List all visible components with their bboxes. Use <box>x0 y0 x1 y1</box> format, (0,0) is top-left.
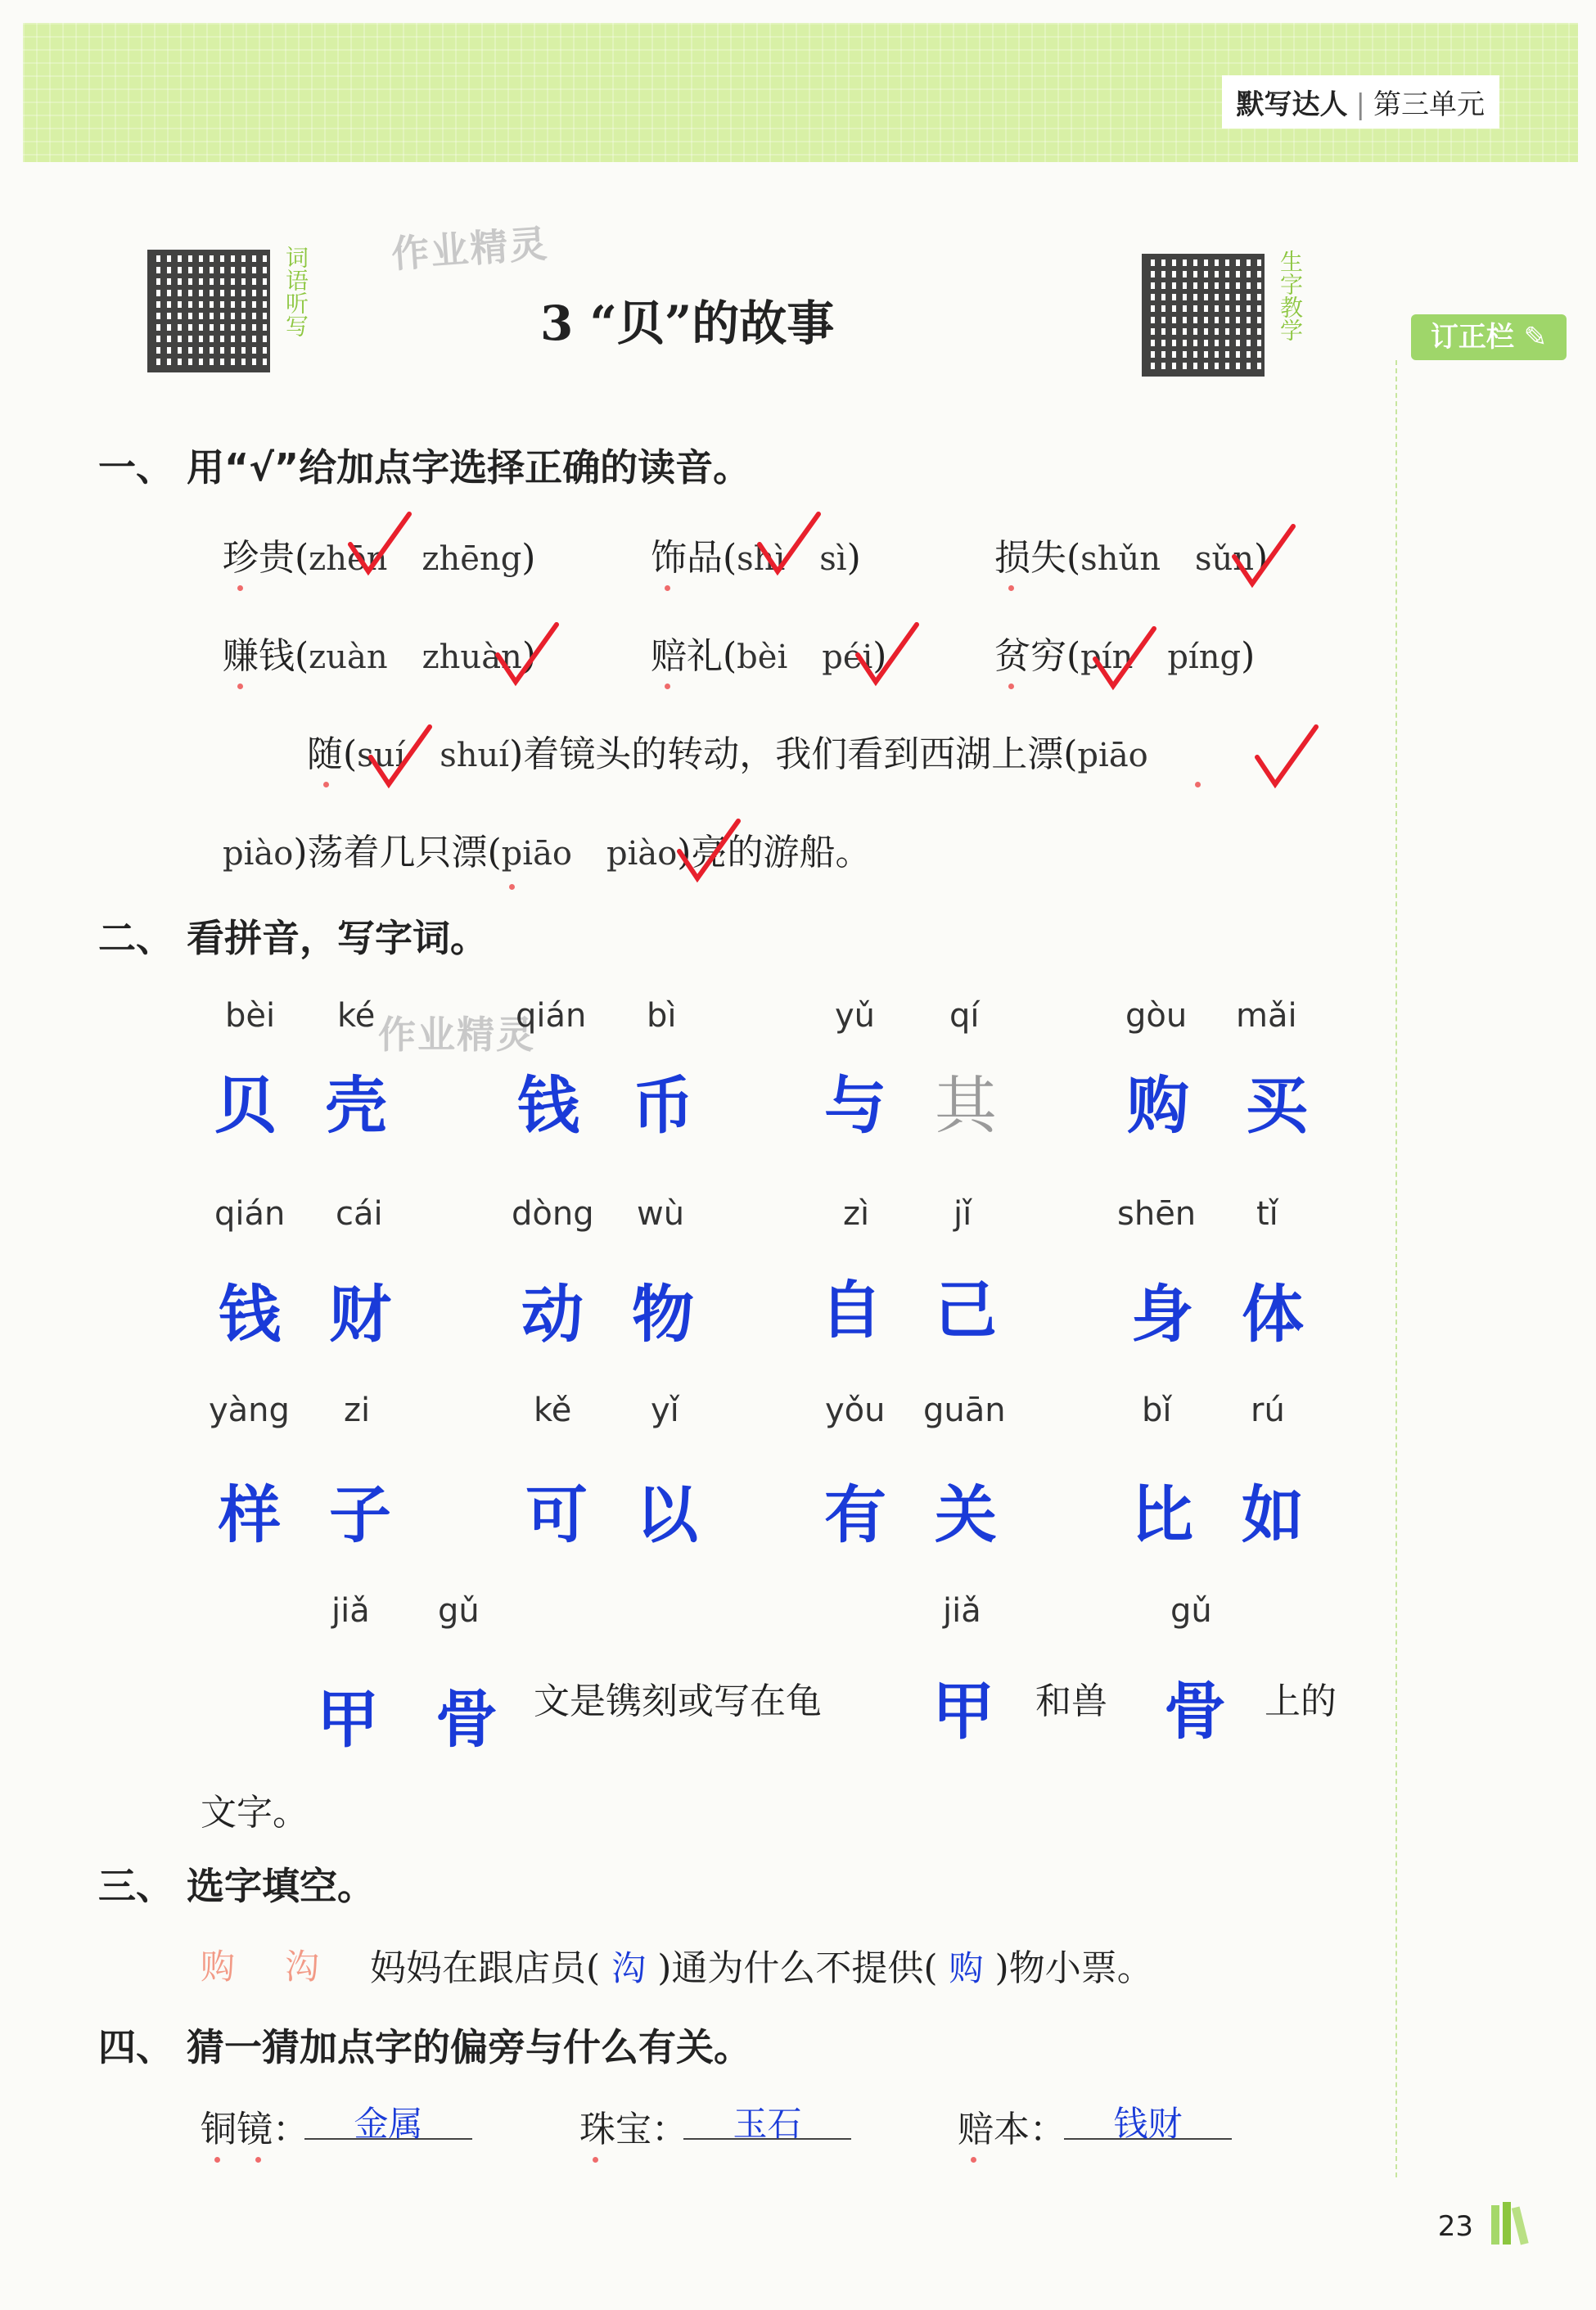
handwritten-answer: 骨 <box>1164 1675 1226 1748</box>
lesson-title: 3 “贝”的故事 <box>540 296 835 351</box>
handwritten-answer: 体 <box>1242 1278 1304 1351</box>
pinyin: bǐ <box>1142 1392 1172 1429</box>
s4-word: 珠宝： <box>579 2109 688 2150</box>
pinyin: yàng <box>209 1392 290 1429</box>
handwritten-answer: 物 <box>632 1278 694 1351</box>
section3-sentence: 妈妈在跟店员( 沟 )通为什么不提供( 购 )物小票。 <box>370 1947 1153 1989</box>
choice-option: 购 <box>201 1947 236 1987</box>
pinyin: bì <box>647 997 677 1035</box>
emphasis-dot <box>214 2157 220 2163</box>
handwritten-answer: 身 <box>1131 1278 1193 1351</box>
section2-heading: 二、 看拼音，写字词。 <box>98 916 489 960</box>
pinyin: guān <box>923 1392 1006 1429</box>
s1-item-2: 饰品(shì sì) <box>651 537 861 579</box>
pinyin: bèi <box>225 997 276 1035</box>
fill-answer: 购 <box>949 1948 984 1988</box>
emphasis-dot <box>509 884 515 890</box>
pinyin: qián <box>516 997 587 1035</box>
pinyin: yǔ <box>835 997 876 1035</box>
qr-code-left[interactable] <box>147 250 270 372</box>
handwritten-answer: 有 <box>824 1478 886 1551</box>
emphasis-dot <box>593 2157 598 2163</box>
handwritten-answer: 比 <box>1131 1478 1193 1551</box>
correction-column-label: 订正栏 ✎ <box>1411 314 1567 360</box>
emphasis-dot <box>1008 585 1014 591</box>
watermark-top: 作业精灵 <box>390 221 550 277</box>
handwritten-answer: 与 <box>824 1069 886 1142</box>
pinyin: yǐ <box>651 1392 679 1429</box>
s1-sentence-line2: piào)荡着几只漂(piāo piào)亮的游船。 <box>223 832 872 873</box>
page-number: 23 <box>1437 2210 1473 2243</box>
pinyin: ké <box>337 997 376 1035</box>
s1-item-5: 赔礼(bèi péi) <box>651 635 887 677</box>
s4-answer-line: 金属 <box>304 2097 472 2140</box>
pinyin: mǎi <box>1236 997 1297 1035</box>
check-mark-icon <box>753 508 827 581</box>
pinyin: gǔ <box>1170 1592 1212 1630</box>
correction-divider <box>1395 360 1397 2177</box>
pinyin: kě <box>534 1392 572 1429</box>
pinyin: rú <box>1251 1392 1285 1429</box>
fill-answer: 沟 <box>611 1948 647 1988</box>
emphasis-dot <box>255 2157 261 2163</box>
emphasis-dot <box>1195 782 1201 787</box>
handwritten-answer: 甲 <box>932 1675 994 1748</box>
sentence-text: 文是镌刻或写在龟 <box>534 1681 822 1722</box>
handwritten-answer: 骨 <box>435 1683 498 1756</box>
s4-answer-line: 钱财 <box>1064 2097 1232 2140</box>
pinyin: dòng <box>512 1195 594 1233</box>
handwritten-answer: 壳 <box>325 1069 387 1142</box>
check-mark-icon <box>1251 720 1324 794</box>
emphasis-dot <box>237 684 243 689</box>
s1-item-1: 珍贵(zhēn zhēng) <box>223 537 536 579</box>
unit-name: 第三单元 <box>1373 88 1485 121</box>
section4-heading: 四、 猜一猜加点字的偏旁与什么有关。 <box>98 2025 752 2069</box>
emphasis-dot <box>665 684 670 689</box>
emphasis-dot <box>665 585 670 591</box>
pinyin: shēn <box>1117 1195 1197 1233</box>
watermark-mid: 作业精灵 <box>378 1013 535 1057</box>
emphasis-dot <box>1008 684 1014 689</box>
pinyin: jiǎ <box>331 1592 370 1630</box>
handwritten-answer: 币 <box>632 1069 694 1142</box>
handwritten-answer: 以 <box>636 1478 698 1551</box>
handwritten-answer: 己 <box>935 1274 997 1347</box>
emphasis-dot <box>237 585 243 591</box>
handwritten-answer: 财 <box>329 1278 391 1351</box>
book-name: 默写达人 <box>1236 88 1348 121</box>
header-tag: 默写达人 | 第三单元 <box>1222 75 1499 129</box>
pinyin: zi <box>344 1392 371 1429</box>
check-mark-icon <box>673 814 746 888</box>
handwritten-answer: 动 <box>521 1278 584 1351</box>
handwritten-answer: 样 <box>219 1478 281 1551</box>
books-icon <box>1490 2200 1547 2246</box>
handwritten-answer: 子 <box>329 1478 391 1551</box>
handwritten-answer: 买 <box>1246 1069 1308 1142</box>
printed-answer: 其 <box>935 1069 997 1142</box>
pinyin: wù <box>637 1195 685 1233</box>
qr-left-label: 词语听写 <box>282 246 309 337</box>
qr-code-right[interactable] <box>1142 254 1265 377</box>
pinyin: cái <box>336 1195 383 1233</box>
emphasis-dot <box>323 782 329 787</box>
pinyin: gòu <box>1125 997 1188 1035</box>
qr-right-label: 生字教学 <box>1277 250 1304 341</box>
handwritten-answer: 可 <box>525 1478 588 1551</box>
section3-heading: 三、 选字填空。 <box>98 1864 376 1908</box>
sentence-text: 文字。 <box>201 1792 309 1834</box>
pinyin: tǐ <box>1256 1195 1278 1233</box>
check-mark-icon <box>1228 520 1301 593</box>
pinyin: jiǎ <box>943 1592 981 1630</box>
handwritten-answer: 钱 <box>517 1069 579 1142</box>
s4-word: 铜镜： <box>201 2109 309 2150</box>
pinyin: qián <box>214 1195 286 1233</box>
s1-item-6: 贫穷(pín píng) <box>994 635 1256 677</box>
emphasis-dot <box>971 2157 976 2163</box>
s1-item-3: 损失(shǔn sǔn) <box>994 537 1269 579</box>
pinyin: jǐ <box>954 1195 972 1233</box>
handwritten-answer: 关 <box>935 1478 997 1551</box>
s4-word: 赔本： <box>958 2109 1066 2150</box>
pinyin: qí <box>949 997 980 1035</box>
handwritten-answer: 甲 <box>317 1683 379 1756</box>
handwritten-answer: 贝 <box>214 1069 277 1142</box>
check-mark-icon <box>1089 622 1162 696</box>
check-mark-icon <box>344 508 417 581</box>
check-mark-icon <box>491 618 565 692</box>
check-mark-icon <box>364 720 438 794</box>
section1-heading: 一、 用“√”给加点字选择正确的读音。 <box>98 445 751 490</box>
pinyin: zì <box>843 1195 870 1233</box>
sentence-text: 上的 <box>1265 1681 1337 1722</box>
handwritten-answer: 钱 <box>219 1278 281 1351</box>
check-mark-icon <box>851 618 925 692</box>
s1-sentence-line1: 随(suí shuí)着镜头的转动，我们看到西湖上漂(piāo <box>307 733 1148 775</box>
pinyin: yǒu <box>825 1392 886 1429</box>
pinyin: gǔ <box>438 1592 480 1630</box>
s4-answer-line: 玉石 <box>683 2097 851 2140</box>
handwritten-answer: 购 <box>1127 1069 1189 1142</box>
choice-option: 沟 <box>285 1947 320 1987</box>
s1-item-4: 赚钱(zuàn zhuàn) <box>223 635 536 677</box>
handwritten-answer: 自 <box>820 1274 882 1347</box>
handwritten-answer: 如 <box>1242 1478 1304 1551</box>
sentence-text: 和兽 <box>1035 1681 1107 1722</box>
